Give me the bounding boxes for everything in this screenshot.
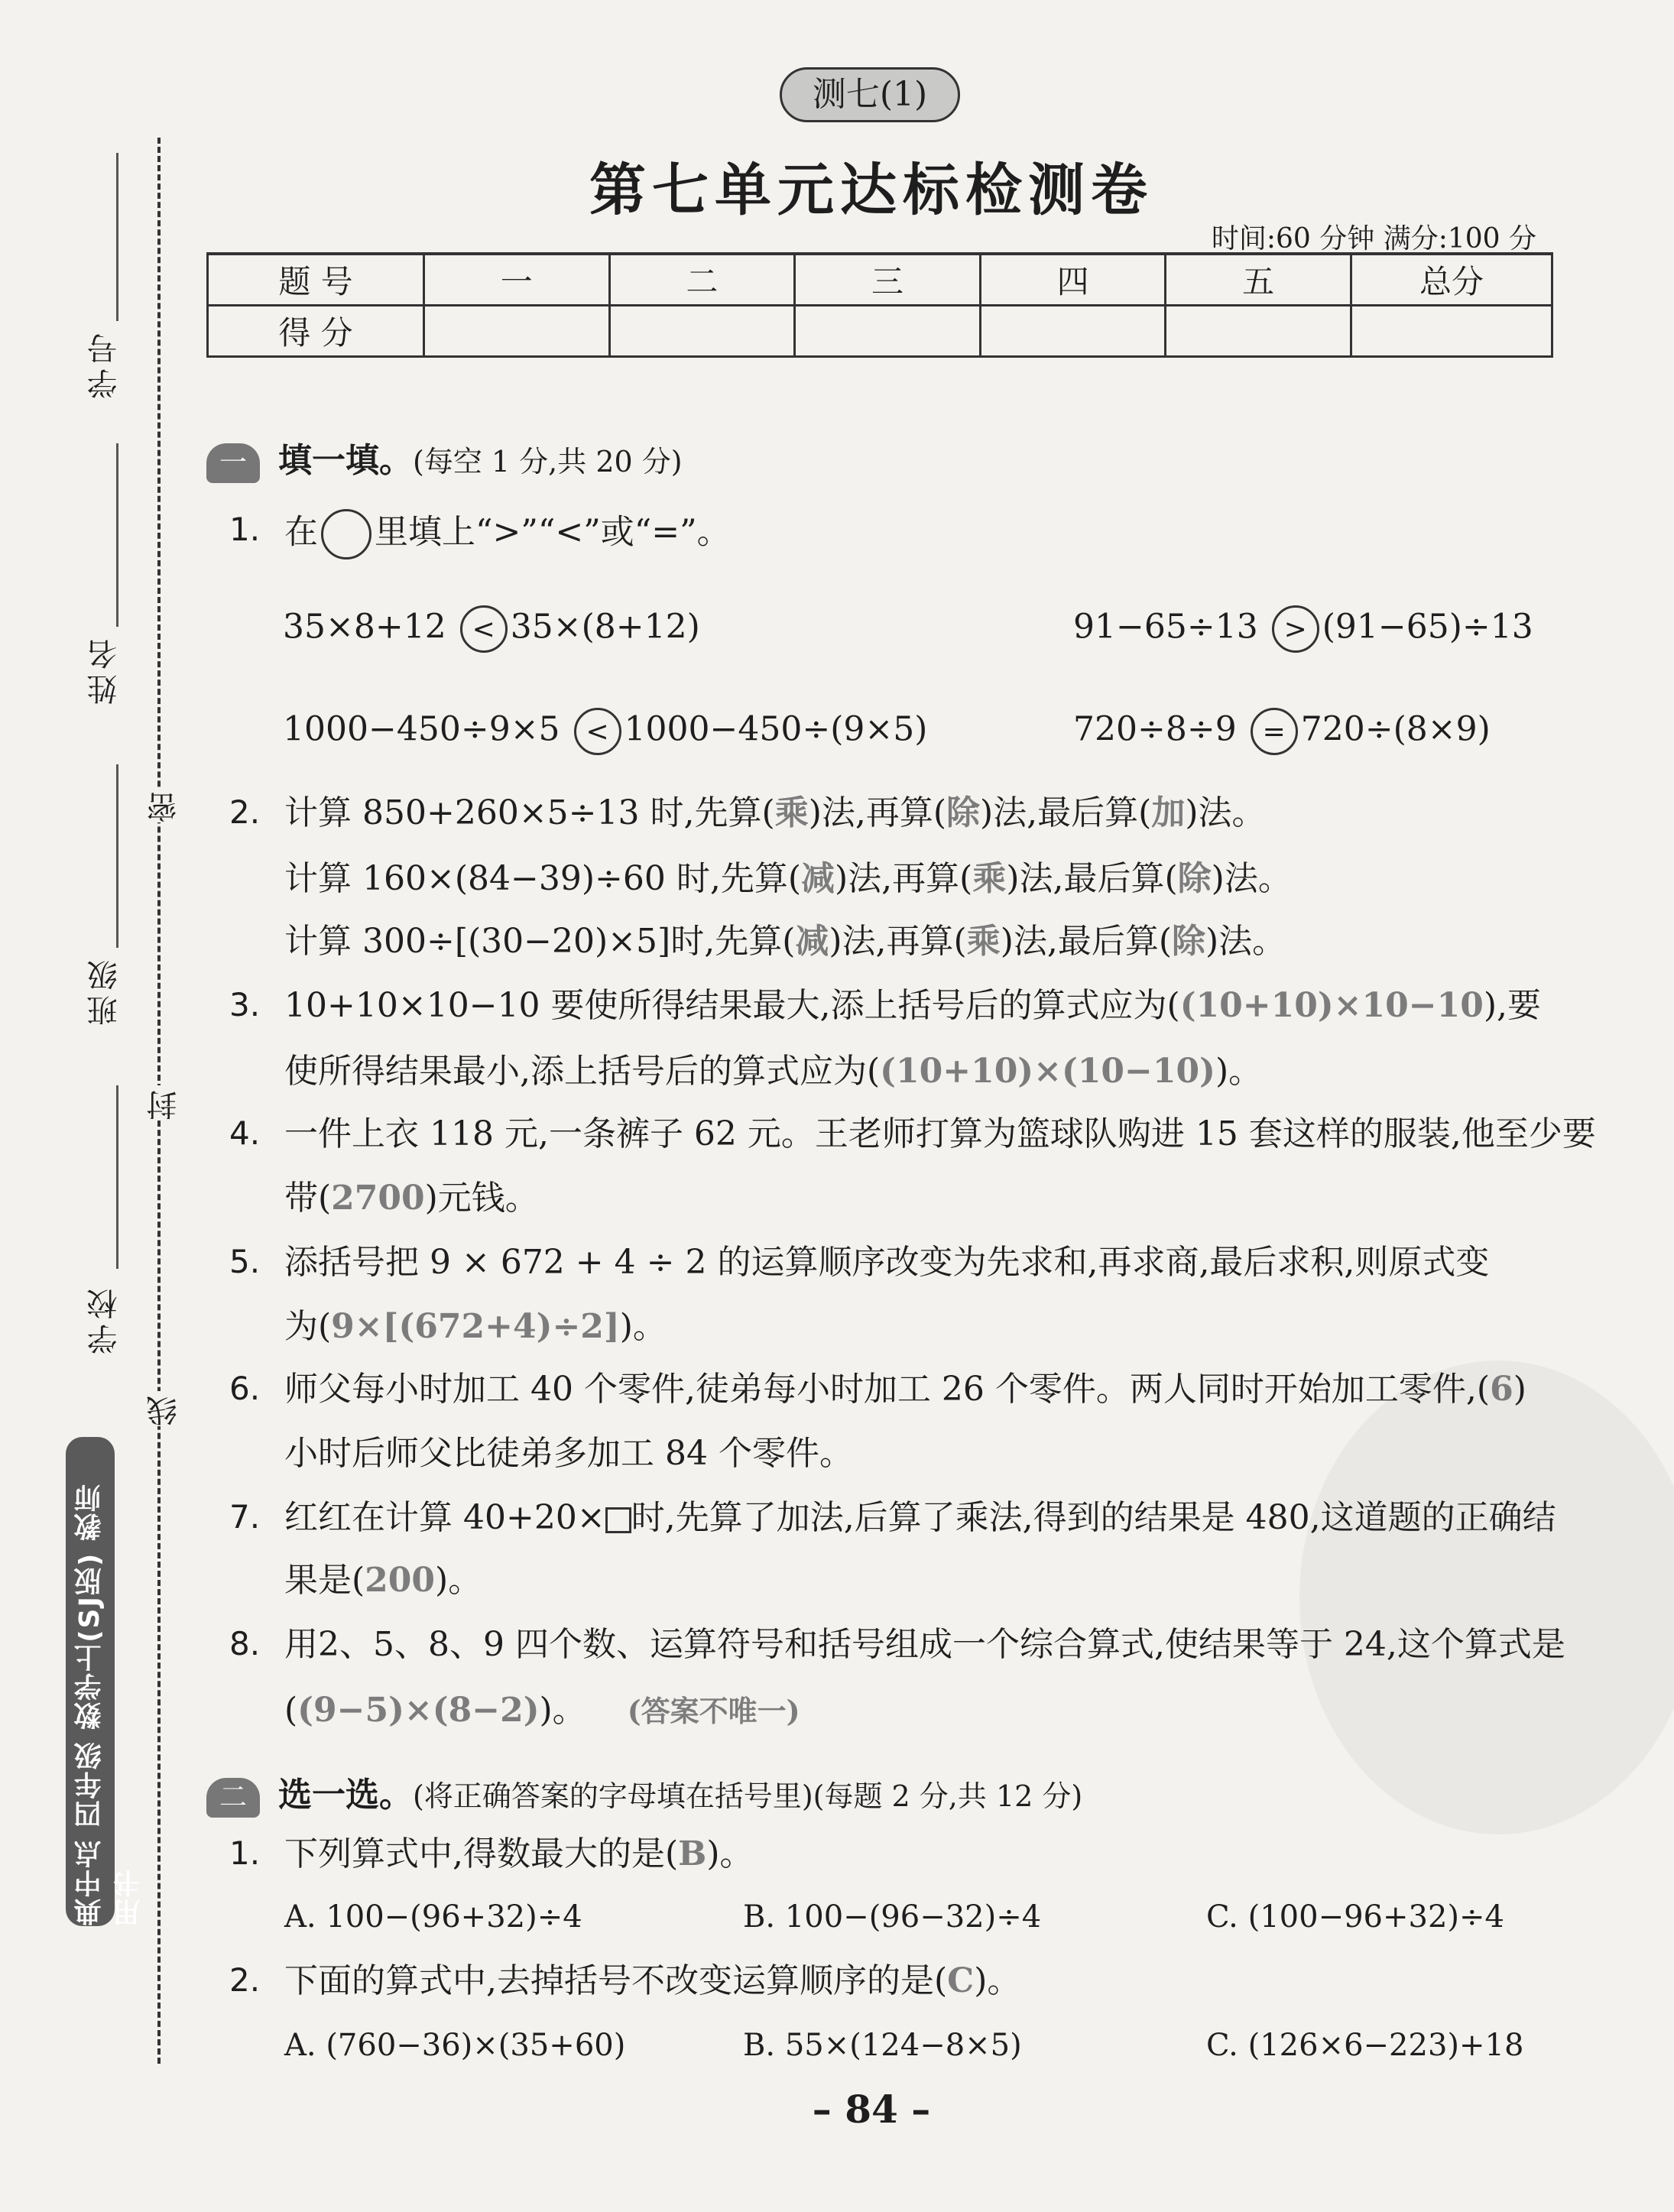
q2-text: )法。 xyxy=(1211,859,1292,898)
table-cell: 一 xyxy=(424,254,610,306)
q7-line2 xyxy=(284,1559,482,1602)
fill-line xyxy=(116,443,118,627)
q7-text: 果是( xyxy=(284,1561,365,1600)
question-number: 6. xyxy=(229,1370,261,1407)
score-blank xyxy=(609,306,795,357)
q4-line1: 一件上衣 118 元,一条裤子 62 元。王老师打算为篮球队购进 15 套这样的服装,他至少要 xyxy=(284,1114,1596,1153)
q8-line2 xyxy=(284,1689,800,1733)
q6-line1 xyxy=(284,1368,1526,1411)
answer: 减 xyxy=(801,859,835,898)
q2-text: )法,再算( xyxy=(808,793,947,832)
answer: 除 xyxy=(946,793,981,832)
section1-note: (每空 1 分,共 20 分) xyxy=(413,445,683,478)
question-number: 2. xyxy=(229,793,261,831)
answer: (10+10)×10−10 xyxy=(1179,986,1484,1025)
table-cell: 题 号 xyxy=(208,254,424,306)
q2-line xyxy=(284,792,1266,835)
q5-text: )。 xyxy=(619,1307,667,1346)
section2-heading xyxy=(206,1767,1082,1818)
q7-line1 xyxy=(284,1497,1556,1539)
answer: C xyxy=(947,1961,975,2000)
q5-line2 xyxy=(284,1305,667,1348)
q1-prompt xyxy=(284,509,731,559)
q3-text: ),要 xyxy=(1483,986,1542,1025)
compare-right: 35×(8+12) xyxy=(510,607,700,647)
option-b: B. 100−(96−32)÷4 xyxy=(743,1899,1042,1935)
score-blank xyxy=(1166,306,1351,357)
compare-left: 1000−450÷9×5 xyxy=(283,709,560,749)
question-number: 1. xyxy=(229,1834,261,1872)
book-badge xyxy=(66,1437,144,1926)
q2-text: )法,最后算( xyxy=(1006,859,1178,898)
score-table-score-row xyxy=(208,306,1552,357)
table-cell: 四 xyxy=(980,254,1166,306)
table-cell: 得 分 xyxy=(208,306,424,357)
table-cell: 三 xyxy=(795,254,981,306)
q2-text: )法,再算( xyxy=(835,859,973,898)
q2-text: 计算 300÷[(30−20)×5]时,先算( xyxy=(284,922,796,961)
option-a: A. (760−36)×(35+60) xyxy=(284,2028,626,2063)
section1-icon: 一 xyxy=(206,443,260,483)
q8-text: ( xyxy=(284,1691,298,1730)
compare-item xyxy=(1073,708,1491,755)
question-number: 4. xyxy=(229,1114,261,1152)
answer: 200 xyxy=(365,1561,436,1600)
answer: 除 xyxy=(1177,859,1212,898)
compare-answer: < xyxy=(574,708,621,755)
q7-text: 红红在计算 40+20× xyxy=(284,1498,605,1537)
q2-line xyxy=(284,920,1286,963)
s2-q1-stem xyxy=(284,1833,754,1876)
q5-line1: 添括号把 9 × 672 + 4 ÷ 2 的运算顺序改变为先求和,再求商,最后求积,则原式变 xyxy=(284,1243,1490,1282)
section1-title: 填一填。 xyxy=(278,441,413,480)
answer: 乘 xyxy=(972,859,1007,898)
section1-heading xyxy=(206,433,683,483)
q4-text: 带( xyxy=(284,1179,332,1218)
s2-q1-text: 下列算式中,得数最大的是( xyxy=(284,1834,679,1873)
fill-line xyxy=(116,153,118,321)
section2-title: 选一选。 xyxy=(278,1776,413,1815)
score-blank xyxy=(1351,306,1552,357)
compare-right: (91−65)÷13 xyxy=(1322,607,1533,647)
question-number: 3. xyxy=(229,986,261,1023)
question-number: 7. xyxy=(229,1498,261,1536)
question-number: 1. xyxy=(229,511,261,548)
s2-q2-text: 下面的算式中,去掉括号不改变运算顺序的是( xyxy=(284,1961,948,2000)
q1-prompt-a: 在 xyxy=(284,512,318,552)
q2-text: )法。 xyxy=(1205,922,1286,961)
question-number: 8. xyxy=(229,1625,261,1662)
table-cell: 总分 xyxy=(1351,254,1552,306)
q3-text: )。 xyxy=(1215,1052,1263,1091)
unit-label: 测七(1) xyxy=(780,67,960,122)
answer: B xyxy=(678,1834,707,1873)
compare-item xyxy=(283,605,700,653)
q2-text: )法,再算( xyxy=(829,922,967,961)
option-a: A. 100−(96+32)÷4 xyxy=(284,1899,582,1935)
compare-right: 720÷(8×9) xyxy=(1300,709,1491,749)
fill-line xyxy=(116,764,118,948)
section2-note: (将正确答案的字母填在括号里)(每题 2 分,共 12 分) xyxy=(413,1779,1083,1813)
question-number: 2. xyxy=(229,1961,261,1999)
answer: 除 xyxy=(1172,922,1206,961)
q3-line2 xyxy=(284,1050,1262,1093)
book-badge-text: 典中点 四年级 数学上(SJ版) 教师用书 xyxy=(74,1483,144,1926)
mascot-watermark xyxy=(1299,1361,1674,1834)
q2-text: )法,最后算( xyxy=(1000,922,1173,961)
q2-line xyxy=(284,858,1292,900)
q6-text: ) xyxy=(1513,1370,1526,1409)
compare-left: 720÷8÷9 xyxy=(1073,709,1237,749)
score-table xyxy=(206,252,1553,358)
seal-xian-label: 线 xyxy=(142,1391,186,1426)
q2-text: 计算 160×(84−39)÷60 时,先算( xyxy=(284,859,802,898)
section2-icon: 二 xyxy=(206,1778,260,1818)
fill-line xyxy=(116,1085,118,1269)
compare-item xyxy=(283,708,927,755)
answer: 2700 xyxy=(331,1179,425,1218)
name-label: 姓名 xyxy=(87,634,122,705)
answer: 加 xyxy=(1151,793,1186,832)
q2-text: )法。 xyxy=(1185,793,1266,832)
answer: 减 xyxy=(795,922,829,961)
question-number: 5. xyxy=(229,1243,261,1280)
class-label: 班级 xyxy=(87,955,122,1026)
seal-mi-label: 密 xyxy=(142,787,186,822)
q8-text: )。 xyxy=(539,1691,586,1730)
q2-text: 计算 850+260×5÷13 时,先算( xyxy=(284,793,775,832)
q4-text: )元钱。 xyxy=(424,1179,539,1218)
s2-q2-stem xyxy=(284,1960,1020,2003)
q7-text: )。 xyxy=(435,1561,482,1600)
table-cell: 五 xyxy=(1166,254,1351,306)
page-title: 第七单元达标检测卷 xyxy=(589,157,1153,223)
s2-q1-text: )。 xyxy=(706,1834,754,1873)
q6-line2: 小时后师父比徒弟多加工 84 个零件。 xyxy=(284,1434,853,1473)
exam-meta: 时间:60 分钟 满分:100 分 xyxy=(1211,223,1536,255)
option-c: C. (100−96+32)÷4 xyxy=(1206,1899,1504,1935)
answer: 6 xyxy=(1490,1370,1513,1409)
q4-line2 xyxy=(284,1177,539,1220)
compare-left: 91−65÷13 xyxy=(1073,607,1258,647)
answer: (9−5)×(8−2) xyxy=(297,1691,540,1730)
answer: 乘 xyxy=(774,793,809,832)
s2-q2-text: )。 xyxy=(974,1961,1021,2000)
compare-left: 35×8+12 xyxy=(283,607,446,647)
answer: 乘 xyxy=(966,922,1001,961)
score-blank xyxy=(795,306,981,357)
q3-line1 xyxy=(284,984,1541,1027)
answer: 9×[(672+4)÷2] xyxy=(331,1307,620,1346)
q7-text: 时,先算了加法,后算了乘法,得到的结果是 480,这道题的正确结 xyxy=(631,1498,1556,1537)
q1-prompt-b: 里填上“>”“<”或“=”。 xyxy=(375,512,731,552)
empty-circle xyxy=(321,509,371,559)
score-table-header-row xyxy=(208,254,1552,306)
answer-note: (答案不唯一) xyxy=(627,1694,800,1728)
compare-answer: = xyxy=(1251,708,1298,755)
student-no-label: 学号 xyxy=(87,329,122,399)
compare-answer: > xyxy=(1272,605,1319,653)
score-blank xyxy=(980,306,1166,357)
table-cell: 二 xyxy=(609,254,795,306)
page-number: – 84 – xyxy=(812,2087,931,2132)
q6-text: 师父每小时加工 40 个零件,徒弟每小时加工 26 个零件。两人同时开始加工零件,( xyxy=(284,1370,1491,1409)
q5-text: 为( xyxy=(284,1307,332,1346)
seal-feng-label: 封 xyxy=(142,1085,186,1121)
option-c: C. (126×6−223)+18 xyxy=(1206,2028,1524,2063)
score-blank xyxy=(424,306,610,357)
blank-box xyxy=(605,1507,631,1533)
q3-text: 使所得结果最小,添上括号后的算式应为( xyxy=(284,1052,881,1091)
q2-text: )法,最后算( xyxy=(980,793,1152,832)
q3-text: 10+10×10−10 要使所得结果最大,添上括号后的算式应为( xyxy=(284,986,1180,1025)
option-b: B. 55×(124−8×5) xyxy=(743,2028,1022,2063)
answer: (10+10)×(10−10) xyxy=(880,1052,1215,1091)
compare-right: 1000−450÷(9×5) xyxy=(624,709,928,749)
q8-line1: 用2、5、8、9 四个数、运算符号和括号组成一个综合算式,使结果等于 24,这个算式是 xyxy=(284,1625,1565,1664)
school-label: 学校 xyxy=(87,1284,122,1354)
compare-item xyxy=(1073,605,1533,653)
compare-answer: < xyxy=(460,605,508,653)
